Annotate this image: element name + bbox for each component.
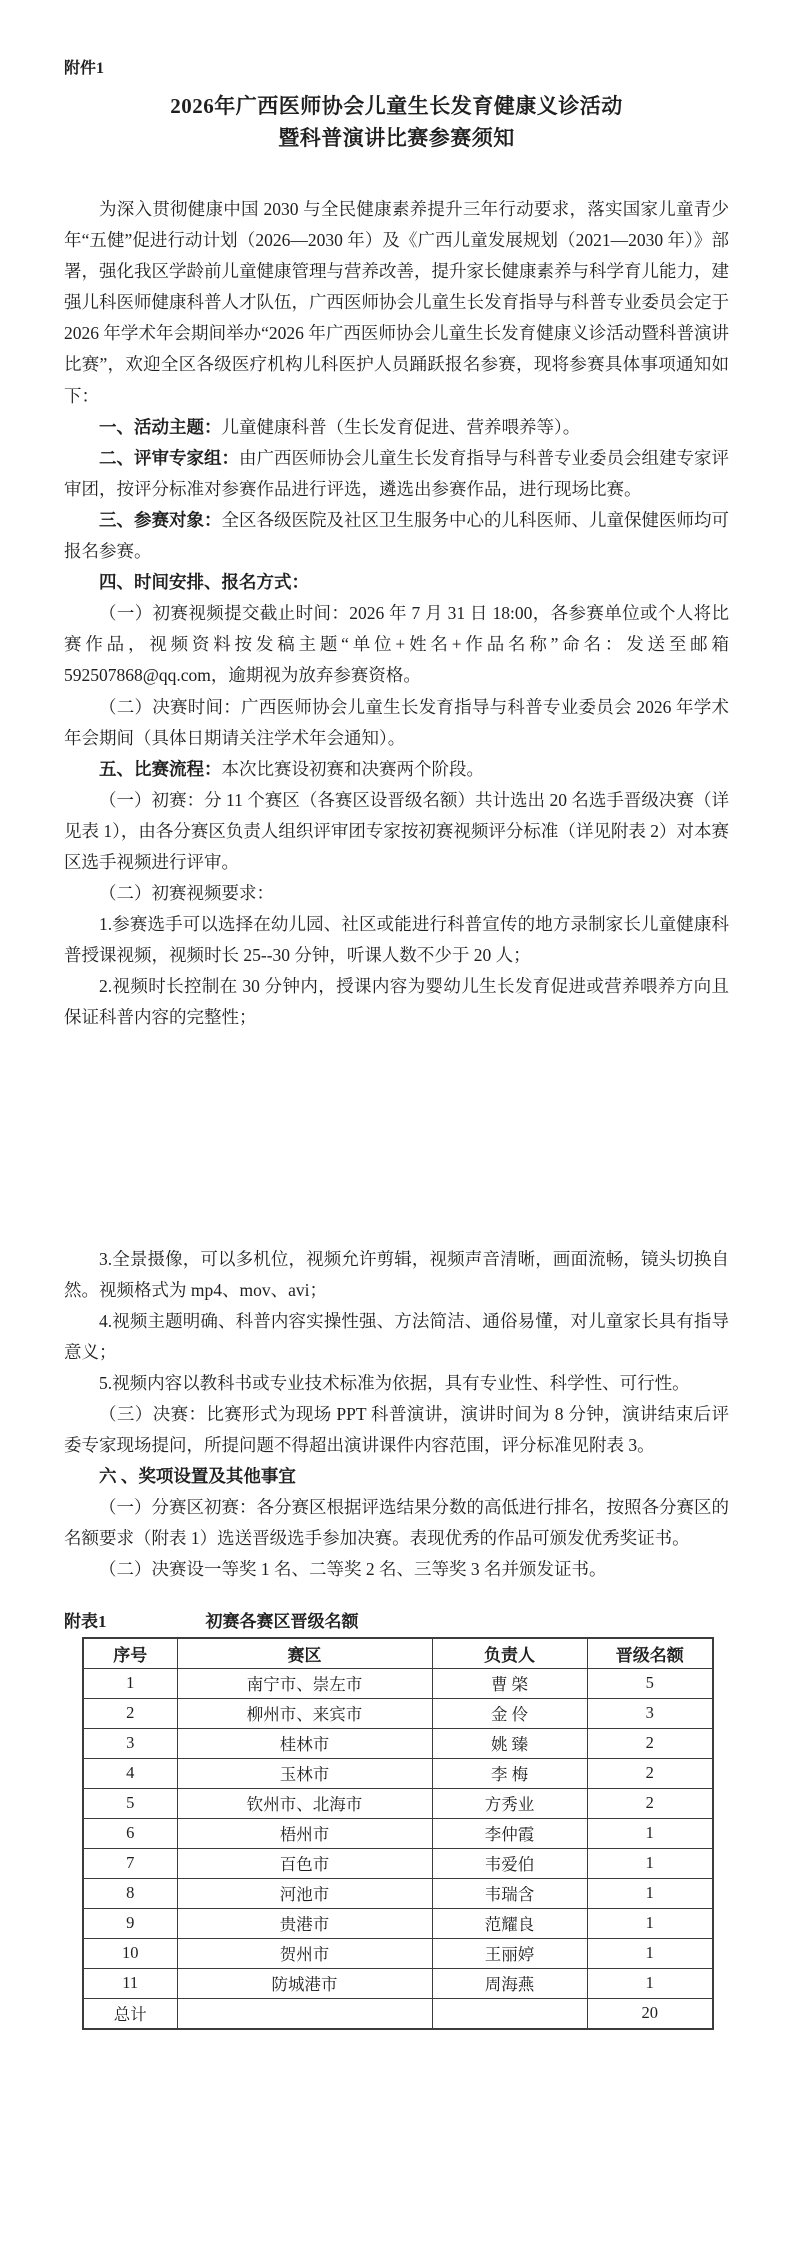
header-cell-quota: 晋级名额: [587, 1638, 713, 1669]
table-cell: 韦瑞含: [432, 1878, 587, 1908]
table-cell: 1: [587, 1878, 713, 1908]
table-row: [83, 1938, 713, 1968]
table-cell: 2: [587, 1788, 713, 1818]
table-cell: 2: [83, 1698, 177, 1728]
paragraph-req-1: 1.参赛选手可以选择在幼儿园、社区或能进行科普宣传的地方录制家长儿童健康科普授课视频，视频时长 25--30 分钟，听课人数不少于 20 人；: [64, 914, 729, 966]
table-cell: 7: [83, 1848, 177, 1878]
table-row: [83, 1788, 713, 1818]
table-cell: 南宁市、崇左市: [177, 1668, 432, 1698]
table-caption-label: 附表1: [64, 1611, 107, 1631]
paragraph-section-1: 一、活动主题：儿童健康科普（生长发育促进、营养喂养等）。: [99, 416, 581, 437]
table-cell: 8: [83, 1878, 177, 1908]
document-title: [64, 90, 729, 154]
table-cell: 1: [587, 1938, 713, 1968]
table-row: [83, 1848, 713, 1878]
paragraph-final-time: （二）决赛时间：广西医师协会儿童生长发育指导与科普专业委员会 2026 年学术年会期间（具体日期请关注学术年会通知）。: [64, 696, 729, 748]
table-cell: 钦州市、北海市: [177, 1788, 432, 1818]
document-title-line1: 2026年广西医师协会儿童生长发育健康义诊活动: [170, 94, 623, 118]
table-cell: 李 梅: [432, 1758, 587, 1788]
table-cell: 曹 棨: [432, 1668, 587, 1698]
paragraph-req-5: 5.视频内容以教科书或专业技术标准为依据，具有专业性、科学性、可行性。: [99, 1372, 690, 1393]
table-caption: [64, 1606, 729, 1637]
table-cell: 1: [587, 1848, 713, 1878]
table-row: [83, 1728, 713, 1758]
table-cell: 百色市: [177, 1848, 432, 1878]
table-row: [83, 1758, 713, 1788]
paragraph-video-requirements: （二）初赛视频要求：: [99, 883, 274, 904]
paragraph-req-2: 2.视频时长控制在 30 分钟内，授课内容为婴幼儿生长发育促进或营养喂养方向且保证科普内容的完整性；: [64, 976, 729, 1028]
page-break-gap: [64, 1034, 729, 1244]
table-row: [83, 1668, 713, 1698]
table-cell: 1: [83, 1668, 177, 1698]
table-cell: 范耀良: [432, 1908, 587, 1938]
table-cell: 方秀业: [432, 1788, 587, 1818]
table-total-row: [83, 1998, 713, 2029]
table-cell: 11: [83, 1968, 177, 1998]
table-cell: 韦爱伯: [432, 1848, 587, 1878]
table-row: [83, 1878, 713, 1908]
table-cell: 3: [83, 1728, 177, 1758]
table-row: [83, 1818, 713, 1848]
table-cell: 1: [587, 1908, 713, 1938]
paragraph-req-3: 3.全景摄像，可以多机位，视频允许剪辑，视频声音清晰，画面流畅，镜头切换自然。视频格式为 mp4、mov、avi；: [64, 1248, 729, 1300]
table-cell: 5: [587, 1668, 713, 1698]
table-row: [83, 1908, 713, 1938]
table-cell: 4: [83, 1758, 177, 1788]
table-cell: 3: [587, 1698, 713, 1728]
document-body: [64, 194, 729, 1586]
header-cell-number: 序号: [83, 1638, 177, 1669]
paragraph-final-round: （三）决赛：比赛形式为现场 PPT 科普演讲，演讲时间为 8 分钟，演讲结束后评委专家现场提问，所提问题不得超出演讲课件内容范围，评分标准见附表 3。: [64, 1404, 729, 1456]
table-cell: 总计: [83, 1998, 177, 2029]
paragraph-req-4: 4.视频主题明确、科普内容实操性强、方法简洁、通俗易懂，对儿童家长具有指导意义；: [64, 1310, 729, 1362]
paragraph-deadline: （一）初赛视频提交截止时间：2026 年 7 月 31 日 18:00，各参赛单位或个人将比赛作品，视频资料按发稿主题“单位+姓名+作品名称”命名：发送至邮箱 592507868@qq.com，逾期视为放弃参赛资格。: [64, 603, 729, 686]
table-cell: 1: [587, 1968, 713, 1998]
paragraph-section-2: 二、评审专家组：由广西医师协会儿童生长发育指导与科普专业委员会组建专家评审团，按评分标准对参赛作品进行评选，遴选出参赛作品，进行现场比赛。: [64, 447, 729, 499]
table-cell: 姚 臻: [432, 1728, 587, 1758]
paragraph-section-5: 五、比赛流程：本次比赛设初赛和决赛两个阶段。: [99, 758, 484, 779]
table-cell: 梧州市: [177, 1818, 432, 1848]
table-caption-title: 初赛各赛区晋级名额: [205, 1611, 359, 1631]
table-cell: 20: [587, 1998, 713, 2029]
table-cell: 李仲霞: [432, 1818, 587, 1848]
header-cell-zone: 赛区: [177, 1638, 432, 1669]
table-cell: 2: [587, 1728, 713, 1758]
table-row: [83, 1698, 713, 1728]
paragraph-section-4: 四、时间安排、报名方式：: [99, 572, 309, 593]
table-cell: 周海燕: [432, 1968, 587, 1998]
table-row: [83, 1968, 713, 1998]
table-cell: 柳州市、来宾市: [177, 1698, 432, 1728]
document-title-line2: 暨科普演讲比赛参赛须知: [278, 126, 515, 150]
header-cell-leader: 负责人: [432, 1638, 587, 1669]
paragraph-intro: 为深入贯彻健康中国 2030 与全民健康素养提升三年行动要求，落实国家儿童青少年“五健”促进行动计划（2026—2030 年）及《广西儿童发展规划（2021—2030 年）》部署，强化我区学龄前儿童健康管理与营养改善，提升家长健康素养与科学育儿能力，建强儿科医师健康科普人才队伍，广西医师协会儿童生长发育指导与科普专业委员会定于 2026 年学术年会期间举办“2026 年广西医师协会儿童生长发育健康义诊活动暨科普演讲比赛”，欢迎全区各级医疗机构儿科医护人员踊跃报名参赛，现将参赛具体事项通知如下：: [64, 199, 729, 406]
table-cell: 贺州市: [177, 1938, 432, 1968]
table-cell: 6: [83, 1818, 177, 1848]
table-cell: 5: [83, 1788, 177, 1818]
table-cell: [432, 1998, 587, 2029]
table-cell: 9: [83, 1908, 177, 1938]
paragraph-section-6: 六 、奖项设置及其他事宜: [99, 1466, 296, 1487]
table-header-row: [83, 1638, 713, 1669]
table-cell: 1: [587, 1818, 713, 1848]
table-cell: 贵港市: [177, 1908, 432, 1938]
table-cell: 防城港市: [177, 1968, 432, 1998]
paragraph-preliminary: （一）初赛：分 11 个赛区（各赛区设晋级名额）共计选出 20 名选手晋级决赛（详见表 1），由各分赛区负责人组织评审团专家按初赛视频评分标准（详见附表 2）对本赛区选手视频进行评审。: [64, 789, 729, 872]
table-cell: 玉林市: [177, 1758, 432, 1788]
table-cell: 金 伶: [432, 1698, 587, 1728]
table-cell: 2: [587, 1758, 713, 1788]
table-cell: 10: [83, 1938, 177, 1968]
table-cell: 王丽婷: [432, 1938, 587, 1968]
paragraph-awards-2: （二）决赛设一等奖 1 名、二等奖 2 名、三等奖 3 名并颁发证书。: [99, 1559, 607, 1580]
quota-table: [82, 1637, 714, 2030]
table-cell: 河池市: [177, 1878, 432, 1908]
attachment-label: 附件1: [64, 60, 105, 77]
paragraph-awards-1: （一）分赛区初赛：各分赛区根据评选结果分数的高低进行排名，按照各分赛区的名额要求（附表 1）选送晋级选手参加决赛。表现优秀的作品可颁发优秀奖证书。: [64, 1497, 729, 1549]
table-cell: [177, 1998, 432, 2029]
paragraph-section-3: 三、参赛对象：全区各级医院及社区卫生服务中心的儿科医师、儿童保健医师均可报名参赛。: [64, 509, 729, 562]
table-cell: 桂林市: [177, 1728, 432, 1758]
